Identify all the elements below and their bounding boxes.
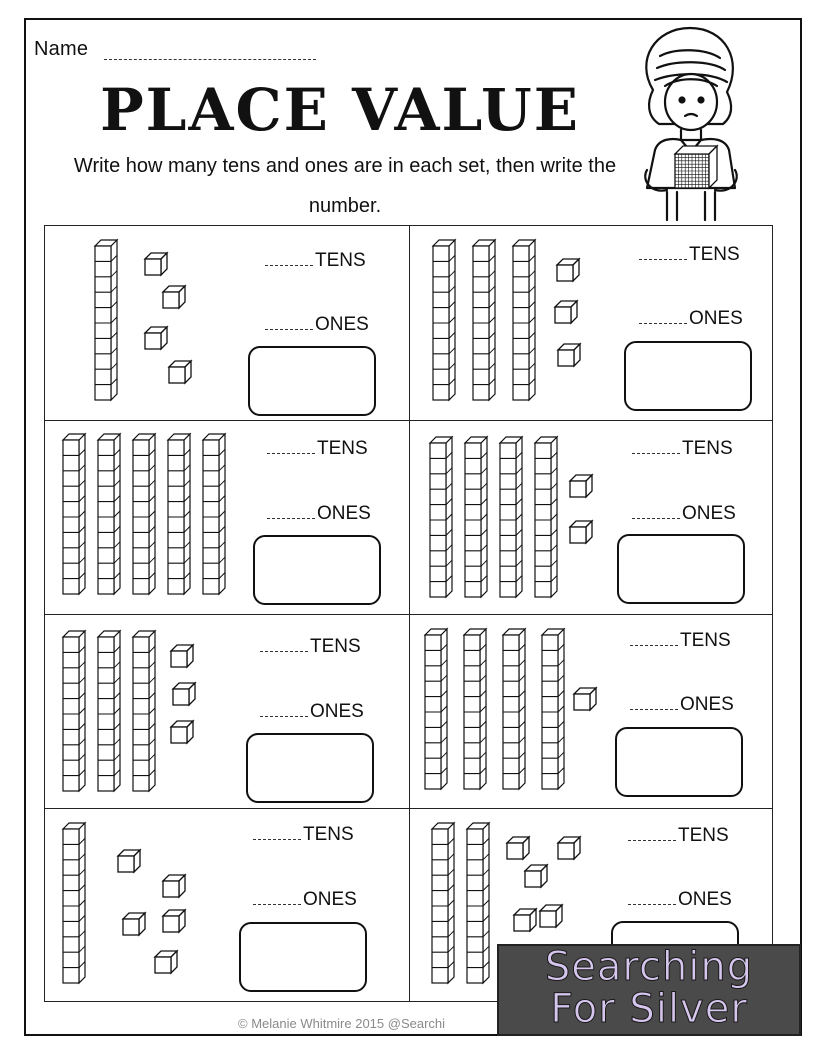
problem-2: [410, 226, 774, 420]
answer-box[interactable]: [253, 535, 381, 605]
problem-4: [410, 421, 774, 615]
tens-blank[interactable]: TENS: [632, 438, 733, 460]
brand-line-1: Searching: [544, 944, 754, 990]
answer-box[interactable]: [624, 341, 752, 411]
tens-blank[interactable]: TENS: [628, 825, 729, 847]
ones-blank[interactable]: ONES: [267, 503, 371, 525]
ones-blank[interactable]: ONES: [253, 889, 357, 911]
page-title: PLACE VALUE: [100, 76, 580, 144]
problem-6: [410, 615, 774, 809]
tens-blank[interactable]: TENS: [639, 244, 740, 266]
problem-5: [45, 615, 409, 809]
problem-grid: [44, 225, 773, 1002]
answer-box[interactable]: [246, 733, 374, 803]
problem-3: [45, 421, 409, 615]
child-holding-hundred-cube-icon: [615, 20, 765, 225]
ones-blank[interactable]: ONES: [628, 889, 732, 911]
ones-blank[interactable]: ONES: [630, 694, 734, 716]
name-field[interactable]: [104, 59, 316, 60]
answer-box[interactable]: [248, 346, 376, 416]
ones-blank[interactable]: ONES: [265, 314, 369, 336]
answer-box[interactable]: [239, 922, 367, 992]
tens-blank[interactable]: TENS: [630, 630, 731, 652]
brand-line-2: For Silver: [550, 986, 748, 1032]
ones-blank[interactable]: ONES: [632, 503, 736, 525]
problem-1: [45, 226, 409, 420]
problem-7: [45, 809, 409, 1003]
answer-box[interactable]: [615, 727, 743, 797]
tens-blank[interactable]: TENS: [267, 438, 368, 460]
tens-blank[interactable]: TENS: [265, 250, 366, 272]
ones-blank[interactable]: ONES: [260, 701, 364, 723]
copyright-footer: © Melanie Whitmire 2015 @Searchi: [238, 1016, 446, 1031]
name-label: Name: [34, 38, 89, 60]
ones-blank[interactable]: ONES: [639, 308, 743, 330]
answer-box[interactable]: [617, 534, 745, 604]
instructions: Write how many tens and ones are in each set, then write the number.: [73, 155, 617, 217]
tens-blank[interactable]: TENS: [260, 636, 361, 658]
tens-blank[interactable]: TENS: [253, 824, 354, 846]
brand-logo: [497, 944, 801, 1036]
